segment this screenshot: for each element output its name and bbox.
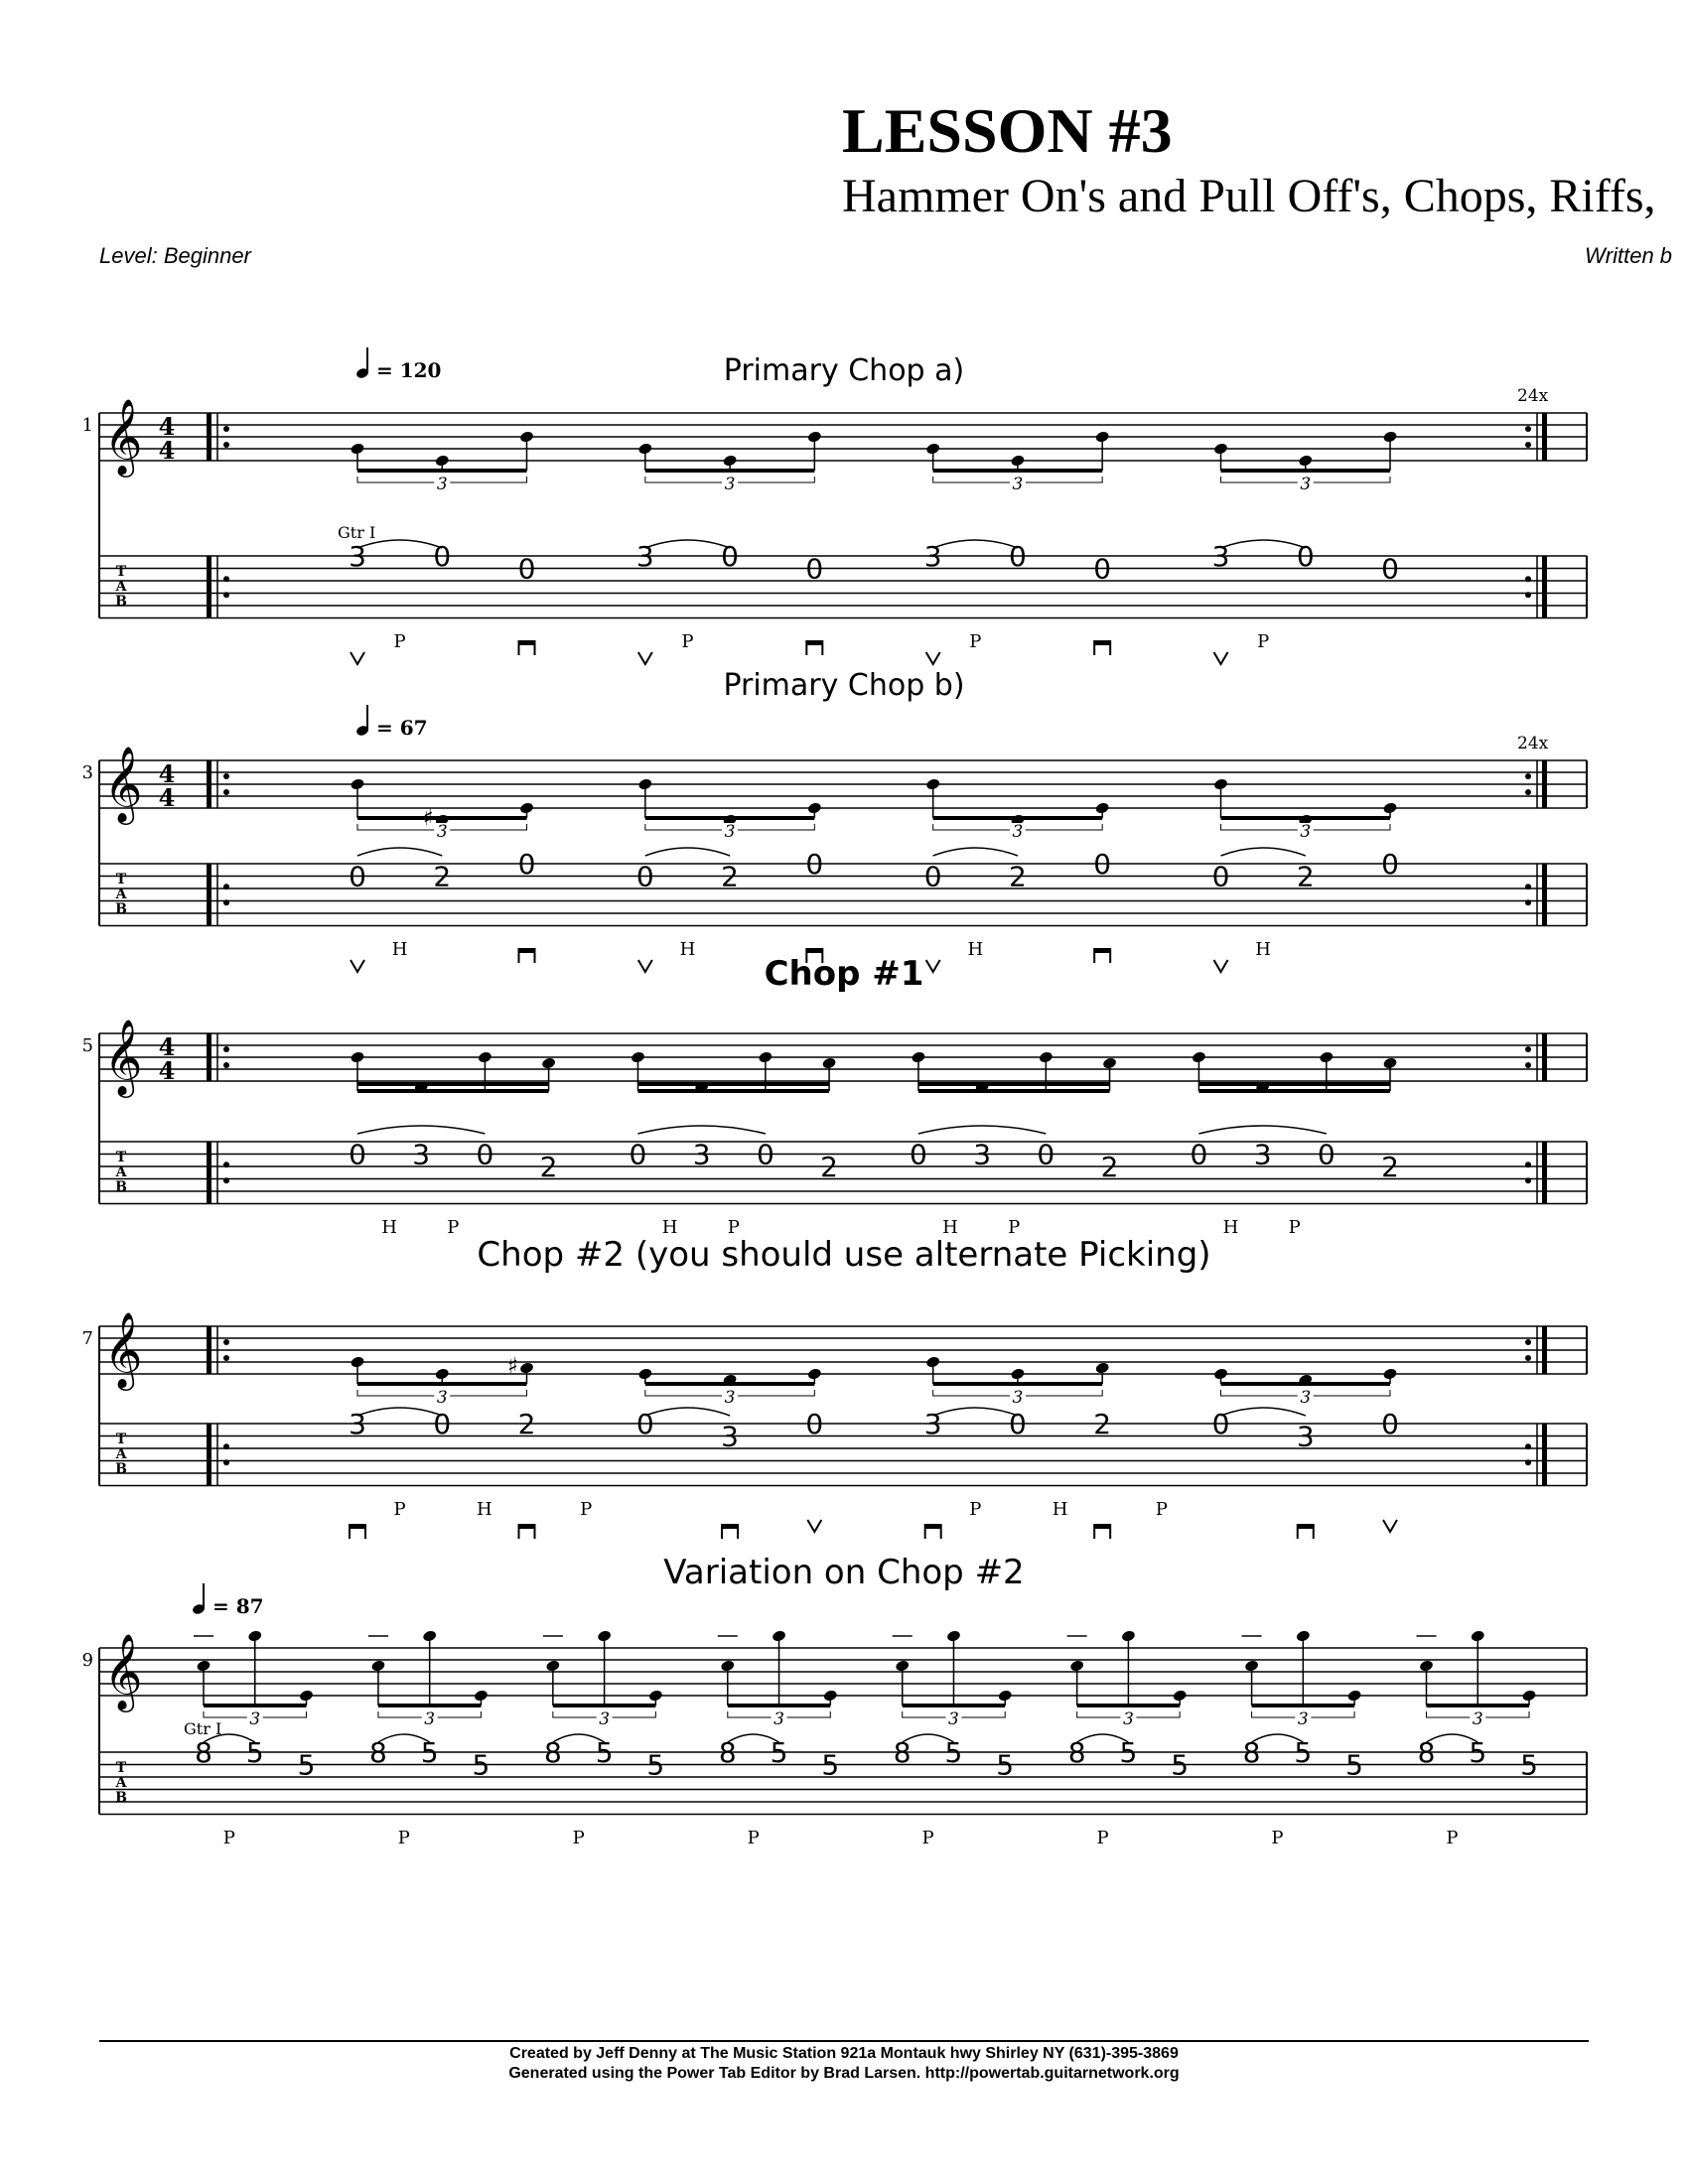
repeat-dot [1525,789,1531,795]
tab-label-b: B [115,1790,127,1806]
hammer-on-mark: H [967,939,984,960]
repeat-dot [223,899,229,905]
beam [933,469,1102,473]
tab-fret-number: 3 [349,540,366,573]
beam [553,1704,655,1707]
slur [1221,848,1306,856]
tab-fret-number: 0 [1381,848,1399,881]
tab-fret-number: 5 [770,1736,788,1769]
repeat-dot [1525,576,1531,582]
tab-fret-number: 3 [349,1408,366,1440]
tab-fret-number: 5 [297,1748,316,1782]
tab-label-t: T [115,1432,127,1447]
tab-fret-number: 2 [433,860,452,893]
tab-fret-number: 0 [433,540,452,573]
pull-off-mark: P [921,1828,934,1848]
repeat-start-bar [207,1424,211,1486]
hammer-on-mark: H [661,1217,678,1238]
repeat-dot [223,1177,229,1183]
beam [637,1082,829,1086]
slur [1221,1408,1306,1416]
tab-fret-number: 3 [721,1420,739,1453]
downstroke-bar [1298,1525,1314,1529]
triplet-number: 3 [1300,1388,1312,1408]
tab-fret-number: 5 [646,1748,665,1782]
pull-off-mark: P [727,1217,740,1238]
slur [933,848,1018,856]
triplet-number: 3 [948,1709,959,1729]
system-heading: Chop #2 (you should use alternate Picking) [477,1235,1211,1275]
upstroke-icon [638,960,652,972]
beam [728,1704,830,1707]
repeat-dot [1525,1355,1531,1361]
downstroke-bar [518,641,534,645]
repeat-dot [1525,884,1531,889]
pull-off-mark: P [572,1828,585,1848]
tab-fret-number: 3 [1211,540,1230,573]
slur [637,1126,765,1134]
lesson-title: LESSON #3 [842,95,1173,166]
tab-fret-number: 0 [923,860,942,893]
slur [357,848,442,856]
beam [933,816,1102,820]
beam [1427,1704,1529,1707]
pull-off-mark: P [393,1499,406,1520]
tab-fret-number: 5 [1294,1736,1313,1769]
beam [1221,1382,1390,1386]
repeat-end-bar [1542,556,1547,618]
upstroke-icon [1214,652,1228,664]
repeat-start-bar [207,1142,211,1204]
tab-fret-number: 0 [635,1408,654,1440]
instrument-label: Gtr I [338,523,376,542]
tab-fret-number: 5 [1469,1736,1487,1769]
system-heading: Primary Chop b) [723,668,965,703]
upstroke-icon [1214,960,1228,972]
tab-fret-number: 0 [1190,1138,1208,1171]
time-signature-top: 4 [158,759,176,788]
beam [378,1704,481,1707]
tab-label-b: B [115,1179,127,1195]
tab-fret-number: 8 [543,1736,562,1769]
tab-fret-number: 3 [923,540,942,573]
tab-fret-number: 0 [1093,848,1112,881]
measure-number: 3 [81,762,93,783]
repeat-dot [223,789,229,795]
repeat-dot [223,1062,229,1068]
slur [1198,1126,1326,1134]
repeat-dot [223,1459,229,1465]
tab-fret-number: 3 [692,1138,711,1171]
tempo-marking: = 87 [212,1594,264,1618]
pull-off-mark: P [969,631,982,652]
beam [1198,1082,1390,1086]
tab-fret-number: 0 [1009,1408,1027,1440]
pull-off-mark: P [681,631,694,652]
system-1 [99,347,1587,664]
slur [645,848,730,856]
pull-off-mark: P [1257,631,1270,652]
tab-fret-number: 8 [893,1736,912,1769]
tab-label-a: A [115,1164,127,1180]
beam [933,1382,1102,1386]
tab-fret-number: 5 [944,1736,963,1769]
repeat-dot [1525,1062,1531,1068]
tab-fret-number: 2 [721,860,739,893]
tempo-marking: = 120 [376,358,442,382]
upstroke-icon [926,960,940,972]
upstroke-icon [1383,1520,1397,1532]
downstroke-bar [722,1525,738,1529]
downstroke-bar [1094,949,1110,953]
level-label: Level: Beginner [99,243,251,268]
repeat-dot [1525,899,1531,905]
tempo-marking: = 67 [376,716,428,740]
repeat-start-bar [207,1033,211,1081]
pull-off-mark: P [1008,1217,1021,1238]
beam [645,816,814,820]
footer-credit: Created by Jeff Denny at The Music Station 921a Montauk hwy Shirley NY (631)-395-3869 [509,2045,1179,2062]
tab-label-a: A [115,1775,127,1791]
tab-fret-number: 8 [195,1736,212,1769]
repeat-dot [223,592,229,598]
measure-number: 1 [81,415,93,436]
beam [204,1704,306,1707]
lesson-subtitle: Hammer On's and Pull Off's, Chops, Riffs, [842,170,1656,222]
triplet-number: 3 [1297,1709,1309,1729]
tab-label-b: B [115,1461,127,1477]
triplet-number: 3 [724,475,736,494]
slur [918,1126,1046,1134]
tab-label-b: B [115,901,127,917]
hammer-on-mark: H [477,1499,492,1520]
hammer-on-mark: H [1255,939,1271,960]
beam [1221,469,1390,473]
repeat-dot [223,1161,229,1167]
pull-off-mark: P [1446,1828,1459,1848]
pull-off-mark: P [1288,1217,1301,1238]
triplet-number: 3 [1012,1388,1024,1408]
beam [918,1082,1110,1086]
beam [1077,1704,1180,1707]
repeat-end-bar [1542,413,1547,461]
downstroke-bar [925,1525,941,1529]
beam [918,1089,1110,1093]
repeat-end-bar [1542,1326,1547,1374]
sharp-accidental: ♯ [422,806,434,831]
slur [1221,540,1306,548]
tab-label-t: T [115,872,127,887]
slur [933,1408,1018,1416]
pull-off-mark: P [1155,1499,1168,1520]
tab-fret-number: 0 [805,552,824,586]
treble-clef: 𝄞 [103,1311,143,1388]
beam [637,1089,829,1093]
repeat-dot [1525,1177,1531,1183]
time-signature-top: 4 [158,412,176,441]
tab-fret-number: 0 [1317,1138,1336,1171]
hammer-on-mark: H [391,939,408,960]
triplet-number: 3 [1122,1709,1134,1729]
treble-clef: 𝄞 [103,1019,143,1095]
upstroke-icon [926,652,940,664]
tab-fret-number: 8 [1417,1736,1436,1769]
repeat-count: 24x [1517,734,1549,753]
repeat-count: 24x [1517,386,1549,406]
downstroke-bar [350,1525,365,1529]
upstroke-icon [807,1520,821,1532]
tab-fret-number: 8 [718,1736,737,1769]
repeat-start-bar [207,413,211,461]
repeat-dot [223,773,229,779]
tab-label-b: B [115,594,127,610]
tab-fret-number: 0 [756,1138,774,1171]
downstroke-bar [518,949,534,953]
repeat-dot [1525,426,1531,432]
instrument-label: Gtr I [184,1719,222,1738]
upstroke-icon [638,652,652,664]
tab-fret-number: 5 [420,1736,439,1769]
tab-fret-number: 0 [629,1138,647,1171]
treble-clef: 𝄞 [103,398,143,475]
beam [357,1382,526,1386]
hammer-on-mark: H [942,1217,958,1238]
tab-fret-number: 0 [517,552,536,586]
system-5 [99,1583,1587,1815]
repeat-end-bar [1542,1142,1547,1204]
triplet-number: 3 [436,822,448,842]
written-by-label: Written b [1585,243,1673,268]
sharp-accidental: ♯ [507,1354,518,1379]
triplet-number: 3 [1012,822,1024,842]
tab-fret-number: 3 [1253,1138,1272,1171]
tab-fret-number: 3 [412,1138,431,1171]
pull-off-mark: P [1271,1828,1284,1848]
repeat-dot [1525,1339,1531,1345]
repeat-dot [223,1355,229,1361]
footer-generator: Generated using the Power Tab Editor by Brad Larsen. http://powertab.guitarnetwork.org [508,2065,1180,2082]
tab-fret-number: 2 [1100,1151,1119,1183]
tab-fret-number: 5 [996,1748,1015,1782]
repeat-dot [223,442,229,448]
triplet-number: 3 [1300,822,1312,842]
repeat-start-bar [207,556,211,618]
downstroke-bar [518,1525,534,1529]
tab-fret-number: 0 [635,860,654,893]
tab-fret-number: 2 [820,1151,838,1183]
tab-fret-number: 0 [1381,1408,1399,1440]
tab-fret-number: 5 [821,1748,840,1782]
tab-fret-number: 8 [1067,1736,1086,1769]
tab-fret-number: 0 [1381,552,1399,586]
pull-off-mark: P [222,1828,235,1848]
slur [645,1408,730,1416]
footer-divider [99,2040,1589,2042]
pull-off-mark: P [1096,1828,1109,1848]
tab-fret-number: 0 [721,540,739,573]
system-3 [99,1033,1587,1204]
tab-fret-number: 0 [1211,1408,1230,1440]
time-signature-top: 4 [158,1032,176,1061]
tab-fret-number: 2 [1381,1151,1399,1183]
tab-fret-number: 2 [1296,860,1315,893]
tab-fret-number: 5 [472,1748,491,1782]
tab-fret-number: 5 [1345,1748,1363,1782]
hammer-on-mark: H [381,1217,397,1238]
repeat-dot [223,1443,229,1449]
tab-fret-number: 0 [1037,1138,1055,1171]
slur [933,540,1018,548]
repeat-start-bar [207,760,211,808]
tab-fret-number: 0 [1009,540,1027,573]
tab-fret-number: 0 [349,860,366,893]
slur [357,1126,485,1134]
tab-fret-number: 8 [369,1736,387,1769]
tab-fret-number: 8 [1242,1736,1261,1769]
beam [903,1704,1005,1707]
pull-off-mark: P [393,631,406,652]
tab-fret-number: 0 [910,1138,927,1171]
triplet-number: 3 [599,1709,611,1729]
system-2 [99,705,1587,972]
repeat-start-bar [207,1326,211,1374]
measure-number: 5 [81,1035,93,1056]
tab-fret-number: 3 [635,540,654,573]
tab-fret-number: 3 [973,1138,992,1171]
repeat-start-bar [207,864,211,926]
tab-fret-number: 3 [923,1408,942,1440]
downstroke-bar [806,949,822,953]
tab-fret-number: 0 [349,1138,366,1171]
beam [1252,1704,1354,1707]
triplet-number: 3 [436,475,448,494]
tab-fret-number: 5 [1171,1748,1190,1782]
tab-label-t: T [115,1760,127,1776]
triplet-number: 3 [436,1388,448,1408]
repeat-dot [1525,1459,1531,1465]
tab-fret-number: 0 [517,848,536,881]
repeat-dot [1525,442,1531,448]
slur [645,540,730,548]
hammer-on-mark: H [679,939,696,960]
repeat-dot [223,1339,229,1345]
system-heading: Chop #1 [764,954,924,994]
tab-fret-number: 3 [1296,1420,1315,1453]
pull-off-mark: P [580,1499,593,1520]
beam [357,469,526,473]
downstroke-bar [1094,1525,1110,1529]
tab-fret-number: 0 [476,1138,494,1171]
repeat-dot [1525,1161,1531,1167]
tab-fret-number: 5 [1520,1748,1538,1782]
upstroke-icon [351,652,364,664]
triplet-number: 3 [724,822,736,842]
tab-fret-number: 0 [805,848,824,881]
hammer-on-mark: H [1052,1499,1068,1520]
triplet-number: 3 [1012,475,1024,494]
tab-fret-number: 0 [805,1408,824,1440]
repeat-end-bar [1542,864,1547,926]
beam [1198,1089,1390,1093]
triplet-number: 3 [1472,1709,1483,1729]
upstroke-icon [351,960,364,972]
time-signature-bottom: 4 [158,436,176,465]
triplet-number: 3 [774,1709,784,1729]
beam [1221,816,1390,820]
pull-off-mark: P [447,1217,460,1238]
beam [645,1382,814,1386]
tab-label-a: A [115,887,127,902]
tab-fret-number: 0 [1093,552,1112,586]
tab-fret-number: 2 [1093,1408,1112,1440]
tab-label-a: A [115,579,127,595]
tab-fret-number: 5 [595,1736,614,1769]
repeat-dot [1525,773,1531,779]
beam [357,816,526,820]
triplet-number: 3 [1300,475,1312,494]
beam [645,469,814,473]
repeat-dot [223,1046,229,1052]
tab-fret-number: 5 [245,1736,264,1769]
beam [357,1089,549,1093]
treble-clef: 𝄞 [103,746,143,822]
tab-fret-number: 0 [1296,540,1315,573]
triplet-number: 3 [724,1388,736,1408]
repeat-dot [223,426,229,432]
system-heading: Primary Chop a) [723,353,965,388]
tab-fret-number: 0 [433,1408,452,1440]
tab-label-t: T [115,564,127,580]
slur [357,1408,442,1416]
triplet-number: 3 [249,1709,261,1729]
tab-fret-number: 0 [1211,860,1230,893]
downstroke-bar [806,641,822,645]
repeat-dot [1525,1443,1531,1449]
triplet-number: 3 [424,1709,436,1729]
beam [357,1082,549,1086]
time-signature-bottom: 4 [158,783,176,812]
repeat-end-bar [1542,1424,1547,1486]
repeat-end-bar [1542,760,1547,808]
repeat-dot [223,576,229,582]
hammer-on-mark: H [1222,1217,1239,1238]
system-heading: Variation on Chop #2 [663,1553,1025,1592]
tab-label-a: A [115,1446,127,1462]
repeat-dot [223,884,229,889]
tab-label-t: T [115,1150,127,1165]
tab-fret-number: 2 [517,1408,536,1440]
pull-off-mark: P [969,1499,982,1520]
tab-fret-number: 2 [1009,860,1027,893]
pull-off-mark: P [397,1828,410,1848]
repeat-end-bar [1542,1033,1547,1081]
treble-clef: 𝄞 [103,1633,143,1709]
measure-number: 9 [81,1650,93,1671]
time-signature-bottom: 4 [158,1056,176,1085]
downstroke-bar [1094,641,1110,645]
tab-fret-number: 5 [1119,1736,1138,1769]
tab-fret-number: 2 [539,1151,558,1183]
measure-number: 7 [81,1328,93,1349]
pull-off-mark: P [747,1828,760,1848]
system-4 [99,1326,1587,1539]
repeat-dot [1525,592,1531,598]
repeat-dot [1525,1046,1531,1052]
